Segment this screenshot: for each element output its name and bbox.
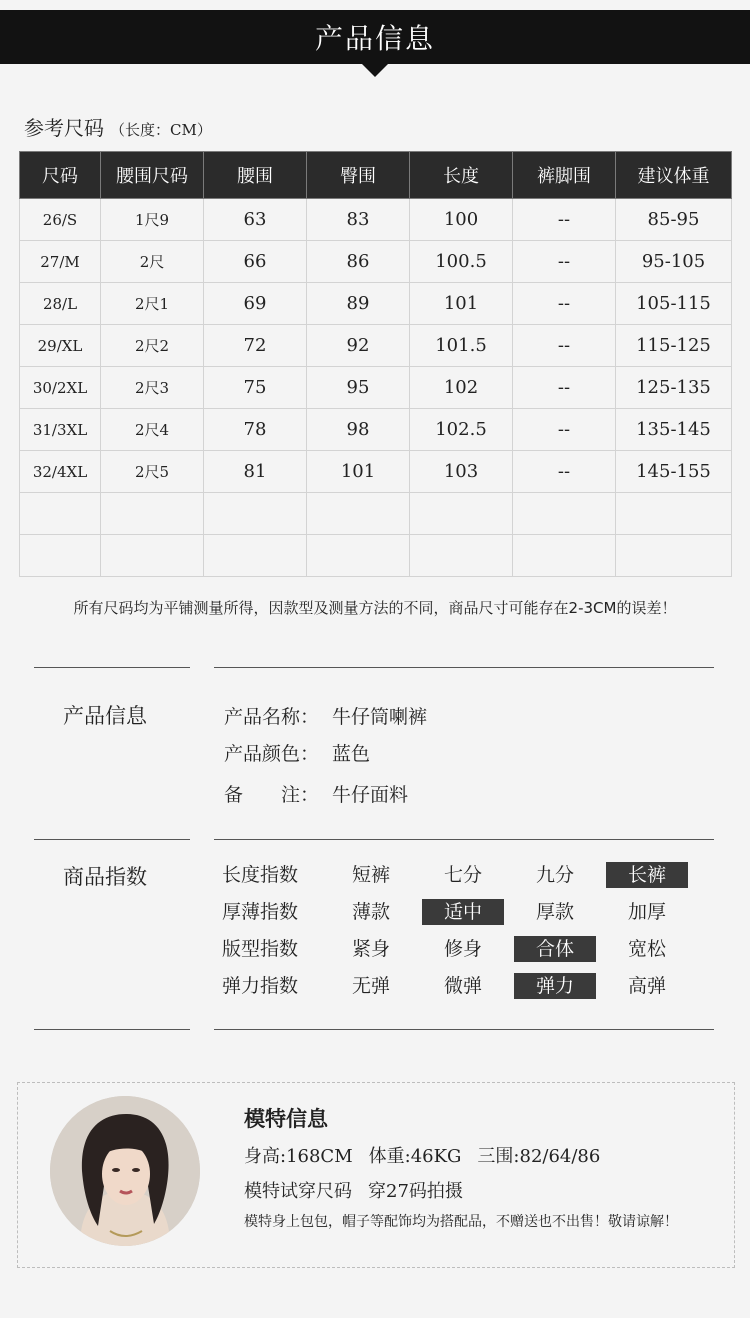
table-cell: 1尺9	[101, 199, 204, 241]
table-row	[20, 325, 732, 367]
table-cell	[513, 535, 616, 577]
product-name-value: 牛仔筒喇裤	[332, 706, 428, 728]
table-cell	[307, 535, 410, 577]
measurement-note: 所有尺码均为平铺测量所得，因款型及测量方法的不同，商品尺寸可能存在2-3CM的误差！	[73, 599, 677, 617]
index-option: 厚款	[535, 901, 574, 923]
product-remark-key: 备 注：	[224, 784, 320, 806]
table-cell: 115-125	[616, 325, 732, 367]
table-cell: 2尺	[101, 241, 204, 283]
table-cell: 63	[204, 199, 307, 241]
header-title: 产品信息	[314, 22, 435, 55]
table-cell: 145-155	[616, 451, 732, 493]
table-cell: --	[513, 367, 616, 409]
table-cell: 101.5	[410, 325, 513, 367]
model-height: 身高:168CM	[244, 1146, 353, 1167]
table-cell: 81	[204, 451, 307, 493]
column-header: 尺码	[20, 152, 101, 199]
table-cell	[307, 493, 410, 535]
size-table	[19, 151, 732, 577]
table-cell: 75	[204, 367, 307, 409]
table-cell: --	[513, 283, 616, 325]
index-option: 七分	[443, 864, 482, 886]
table-cell	[513, 493, 616, 535]
table-cell: 86	[307, 241, 410, 283]
table-cell: 85-95	[616, 199, 732, 241]
divider-line	[34, 839, 190, 840]
column-header: 腰围尺码	[101, 152, 204, 199]
table-cell	[20, 535, 101, 577]
index-option: 薄款	[351, 901, 390, 923]
table-row	[20, 241, 732, 283]
table-cell	[101, 493, 204, 535]
divider-line	[214, 1029, 714, 1030]
table-cell	[410, 535, 513, 577]
table-cell: 83	[307, 199, 410, 241]
table-cell: 31/3XL	[20, 409, 101, 451]
table-row	[20, 283, 732, 325]
table-cell: 32/4XL	[20, 451, 101, 493]
header-notch	[361, 63, 389, 77]
table-cell	[20, 493, 101, 535]
table-cell: 2尺5	[101, 451, 204, 493]
product-index-label: 商品指数	[63, 865, 147, 889]
index-option: 加厚	[627, 901, 666, 923]
table-cell: 98	[307, 409, 410, 451]
index-option-selected: 适中	[422, 899, 504, 925]
index-row-title: 弹力指数	[222, 975, 299, 997]
index-option: 宽松	[627, 938, 666, 960]
size-chart-heading	[24, 112, 212, 141]
product-color-key: 产品颜色：	[224, 743, 320, 765]
divider-line	[214, 667, 714, 668]
table-cell	[616, 535, 732, 577]
index-option-selected: 合体	[514, 936, 596, 962]
product-color-row	[224, 739, 370, 766]
table-cell: 2尺2	[101, 325, 204, 367]
model-stats-row	[244, 1142, 616, 1168]
model-portrait-image	[50, 1096, 200, 1246]
table-cell	[204, 493, 307, 535]
table-cell: 92	[307, 325, 410, 367]
model-info-title: 模特信息	[244, 1106, 328, 1131]
table-cell: 95	[307, 367, 410, 409]
table-cell	[616, 493, 732, 535]
table-cell: 89	[307, 283, 410, 325]
index-option: 无弹	[351, 975, 390, 997]
table-cell: 27/M	[20, 241, 101, 283]
table-cell: 135-145	[616, 409, 732, 451]
model-note: 模特身上包包，帽子等配饰均为搭配品，不赠送也不出售！敬请谅解！	[244, 1214, 678, 1230]
table-cell: --	[513, 409, 616, 451]
table-cell: 69	[204, 283, 307, 325]
table-cell: --	[513, 325, 616, 367]
table-cell: 28/L	[20, 283, 101, 325]
column-header: 腰围	[204, 152, 307, 199]
table-cell: --	[513, 451, 616, 493]
index-option: 微弹	[443, 975, 482, 997]
index-option: 高弹	[627, 975, 666, 997]
table-cell: 100	[410, 199, 513, 241]
table-row	[20, 199, 732, 241]
table-cell: 2尺4	[101, 409, 204, 451]
column-header: 裤脚围	[513, 152, 616, 199]
table-cell: 103	[410, 451, 513, 493]
table-cell	[204, 535, 307, 577]
table-row	[20, 409, 732, 451]
index-row-title: 厚薄指数	[222, 901, 299, 923]
table-cell: 100.5	[410, 241, 513, 283]
table-cell: 95-105	[616, 241, 732, 283]
table-cell: 102	[410, 367, 513, 409]
table-cell: 105-115	[616, 283, 732, 325]
model-size-value: 穿27码拍摄	[368, 1181, 463, 1202]
product-color-value: 蓝色	[332, 743, 371, 765]
table-row	[20, 451, 732, 493]
table-cell: 66	[204, 241, 307, 283]
empty-table-row	[20, 535, 732, 577]
index-row-title: 长度指数	[222, 864, 299, 886]
table-cell: 78	[204, 409, 307, 451]
column-header: 建议体重	[616, 152, 732, 199]
model-weight: 体重:46KG	[368, 1146, 462, 1167]
model-avatar	[50, 1096, 200, 1246]
index-row-title: 版型指数	[222, 938, 299, 960]
product-name-key: 产品名称：	[224, 706, 320, 728]
table-row	[20, 367, 732, 409]
column-header: 臀围	[307, 152, 410, 199]
divider-line	[214, 839, 714, 840]
model-measurements: 三围:82/64/86	[477, 1146, 601, 1167]
model-size-row	[244, 1177, 479, 1203]
product-info-label: 产品信息	[63, 704, 147, 728]
divider-line	[34, 667, 190, 668]
index-option-selected: 长裤	[606, 862, 688, 888]
column-header: 长度	[410, 152, 513, 199]
table-cell: 72	[204, 325, 307, 367]
table-cell: 26/S	[20, 199, 101, 241]
table-cell: 101	[410, 283, 513, 325]
size-chart-unit: （长度：CM）	[110, 121, 212, 139]
product-remark-value: 牛仔面料	[332, 784, 409, 806]
table-cell: --	[513, 199, 616, 241]
divider-line	[34, 1029, 190, 1030]
size-table-header-row	[20, 152, 732, 199]
model-size-label: 模特试穿尺码	[244, 1181, 352, 1202]
table-cell: 2尺3	[101, 367, 204, 409]
empty-table-row	[20, 493, 732, 535]
index-option-selected: 弹力	[514, 973, 596, 999]
table-cell: 102.5	[410, 409, 513, 451]
table-cell: 101	[307, 451, 410, 493]
table-cell: 2尺1	[101, 283, 204, 325]
index-option: 修身	[443, 938, 482, 960]
table-cell	[101, 535, 204, 577]
index-option: 九分	[535, 864, 574, 886]
product-remark-row	[224, 780, 408, 807]
product-name-row	[224, 702, 427, 729]
size-chart-title: 参考尺码	[24, 116, 104, 140]
table-cell: 125-135	[616, 367, 732, 409]
table-cell: 30/2XL	[20, 367, 101, 409]
index-option: 短裤	[351, 864, 390, 886]
table-cell: 29/XL	[20, 325, 101, 367]
table-cell	[410, 493, 513, 535]
index-option: 紧身	[351, 938, 390, 960]
table-cell: --	[513, 241, 616, 283]
header-bar	[0, 10, 750, 64]
